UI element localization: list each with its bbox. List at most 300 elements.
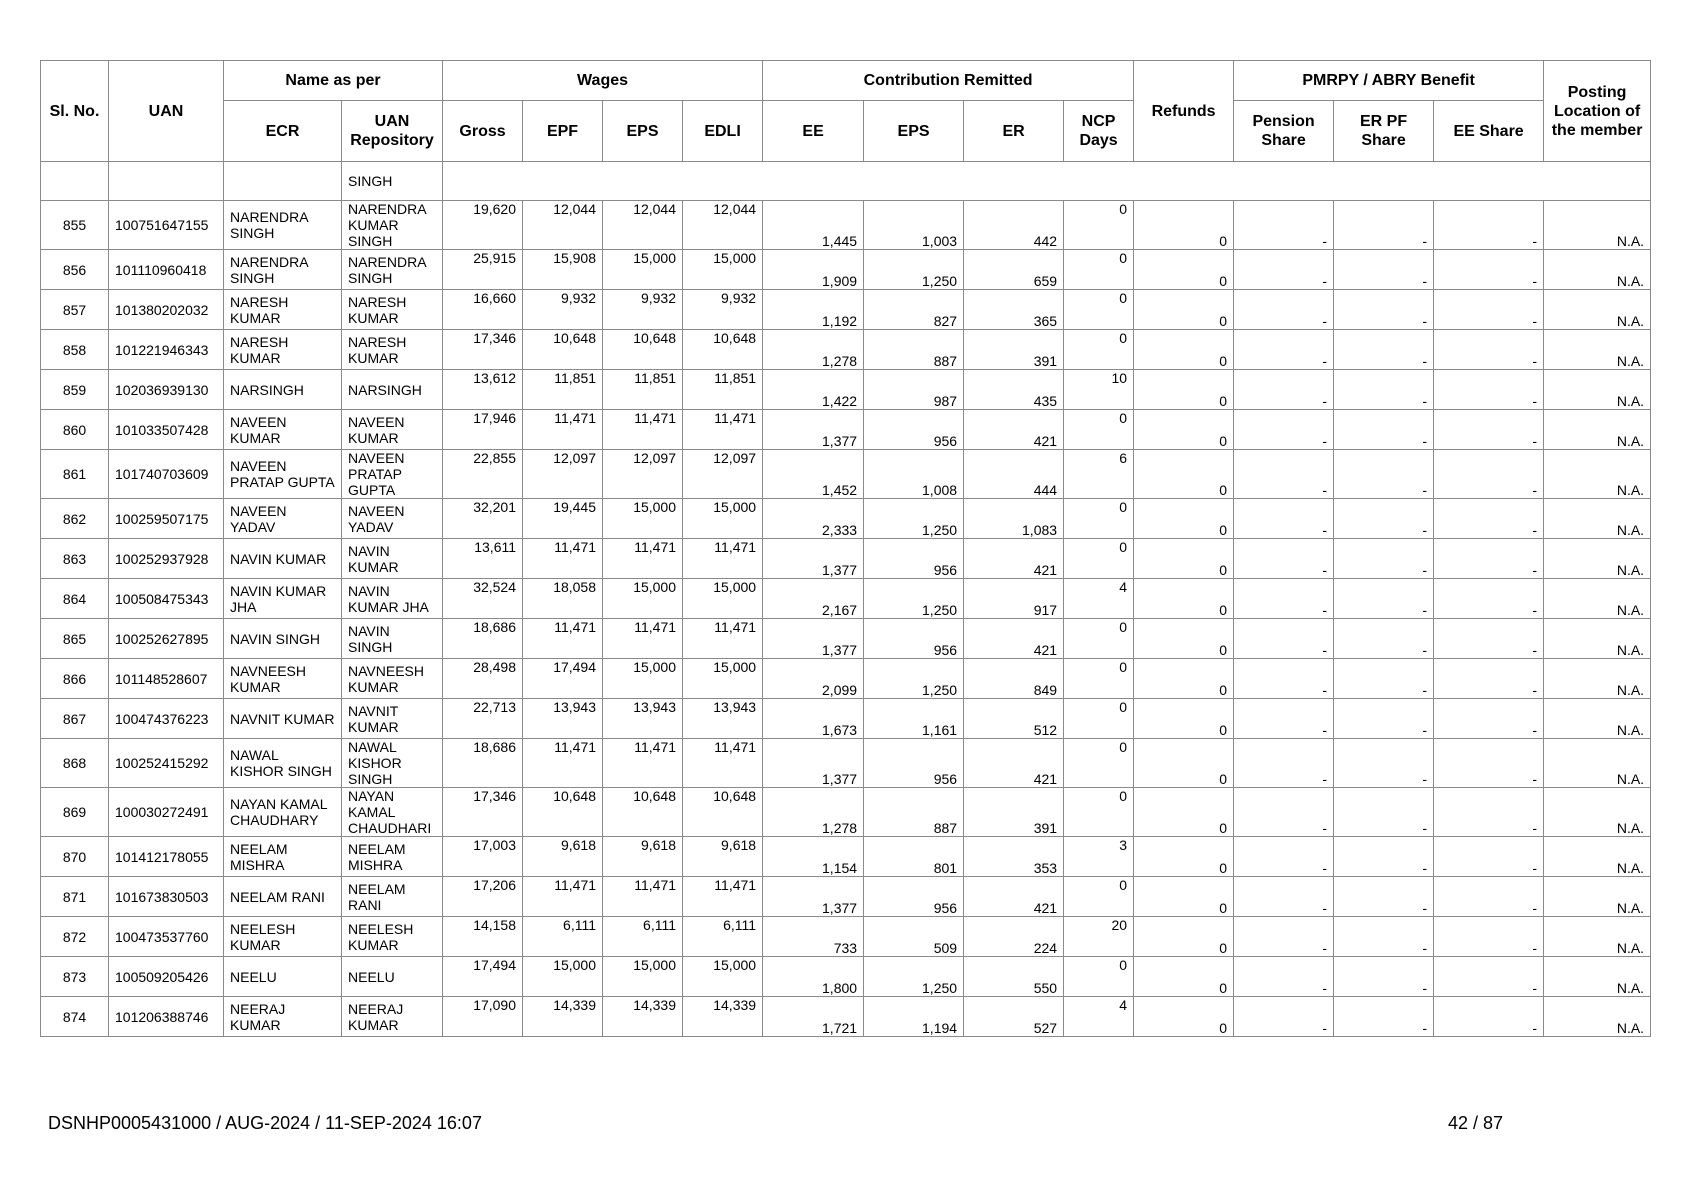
ee-cell: 1,422: [763, 370, 864, 410]
epf-cell: 18,058: [523, 579, 603, 619]
ee-share-cell: -: [1434, 250, 1544, 290]
pension-share-cell: -: [1234, 957, 1334, 997]
uan-repository-name-cell: NARENDRA SINGH: [342, 250, 443, 290]
refunds-cell: 0: [1134, 957, 1234, 997]
table-header: [41, 61, 1651, 162]
ncp-days-cell: 0: [1064, 699, 1134, 739]
uan-repository-name-cell: NAVNIT KUMAR: [342, 699, 443, 739]
ecr-name-cell: NAVIN KUMAR JHA: [224, 579, 342, 619]
ncp-days-cell: 0: [1064, 788, 1134, 837]
continuation-blank: [41, 162, 109, 201]
ee-cell: 1,721: [763, 997, 864, 1037]
header-pmrpy-abry: PMRPY / ABRY Benefit: [1234, 61, 1544, 101]
sl-no-cell: 872: [41, 917, 109, 957]
er-cell: 224: [964, 917, 1064, 957]
eps-cell: 11,471: [603, 877, 683, 917]
eps-cell: 11,471: [603, 410, 683, 450]
table-row: [41, 450, 1651, 499]
uan-repository-name-cell: NEELU: [342, 957, 443, 997]
ecr-name-cell: NAVIN SINGH: [224, 619, 342, 659]
epf-cell: 10,648: [523, 330, 603, 370]
posting-location-cell: N.A.: [1544, 370, 1651, 410]
er-pf-share-cell: -: [1334, 957, 1434, 997]
refunds-cell: 0: [1134, 788, 1234, 837]
eps-cell: 11,851: [603, 370, 683, 410]
er-cell: 391: [964, 788, 1064, 837]
er-pf-share-cell: -: [1334, 877, 1434, 917]
er-pf-share-cell: -: [1334, 450, 1434, 499]
header-eps-contribution: EPS: [864, 101, 964, 162]
sl-no-cell: 857: [41, 290, 109, 330]
ee-cell: 1,154: [763, 837, 864, 877]
pension-share-cell: -: [1234, 539, 1334, 579]
pension-share-cell: -: [1234, 579, 1334, 619]
refunds-cell: 0: [1134, 877, 1234, 917]
edli-cell: 9,932: [683, 290, 763, 330]
epf-cell: 12,044: [523, 201, 603, 250]
eps-contribution-cell: 956: [864, 410, 964, 450]
eps-contribution-cell: 956: [864, 619, 964, 659]
ncp-days-cell: 6: [1064, 450, 1134, 499]
refunds-cell: 0: [1134, 370, 1234, 410]
edli-cell: 15,000: [683, 579, 763, 619]
er-pf-share-cell: -: [1334, 410, 1434, 450]
edli-cell: 10,648: [683, 788, 763, 837]
sl-no-cell: 864: [41, 579, 109, 619]
pension-share-cell: -: [1234, 788, 1334, 837]
sl-no-cell: 855: [41, 201, 109, 250]
refunds-cell: 0: [1134, 917, 1234, 957]
refunds-cell: 0: [1134, 539, 1234, 579]
table-row: [41, 499, 1651, 539]
gross-cell: 19,620: [443, 201, 523, 250]
gross-cell: 17,346: [443, 330, 523, 370]
ee-share-cell: -: [1434, 957, 1544, 997]
refunds-cell: 0: [1134, 201, 1234, 250]
edli-cell: 9,618: [683, 837, 763, 877]
header-pension-share: Pension Share: [1234, 101, 1334, 162]
uan-cell: 100252937928: [109, 539, 224, 579]
header-er-pf-share: ER PF Share: [1334, 101, 1434, 162]
uan-cell: 100751647155: [109, 201, 224, 250]
table-row: [41, 290, 1651, 330]
ee-share-cell: -: [1434, 539, 1544, 579]
er-cell: 365: [964, 290, 1064, 330]
sl-no-cell: 867: [41, 699, 109, 739]
uan-cell: 101148528607: [109, 659, 224, 699]
eps-cell: 15,000: [603, 250, 683, 290]
sl-no-cell: 856: [41, 250, 109, 290]
table-row: [41, 739, 1651, 788]
ncp-days-cell: 20: [1064, 917, 1134, 957]
eps-cell: 13,943: [603, 699, 683, 739]
eps-cell: 15,000: [603, 957, 683, 997]
er-cell: 421: [964, 619, 1064, 659]
continuation-empty: [443, 162, 1651, 201]
edli-cell: 15,000: [683, 957, 763, 997]
er-cell: 421: [964, 877, 1064, 917]
er-cell: 444: [964, 450, 1064, 499]
sl-no-cell: 859: [41, 370, 109, 410]
epf-cell: 11,471: [523, 619, 603, 659]
er-pf-share-cell: -: [1334, 997, 1434, 1037]
uan-repository-name-cell: NARESH KUMAR: [342, 330, 443, 370]
er-pf-share-cell: -: [1334, 917, 1434, 957]
ecr-name-cell: NEELU: [224, 957, 342, 997]
pension-share-cell: -: [1234, 201, 1334, 250]
er-cell: 421: [964, 410, 1064, 450]
ee-cell: 1,377: [763, 539, 864, 579]
pension-share-cell: -: [1234, 837, 1334, 877]
uan-repository-name-cell: NAVEEN YADAV: [342, 499, 443, 539]
sl-no-cell: 874: [41, 997, 109, 1037]
gross-cell: 17,090: [443, 997, 523, 1037]
gross-cell: 13,611: [443, 539, 523, 579]
ee-cell: 1,909: [763, 250, 864, 290]
ncp-days-cell: 0: [1064, 539, 1134, 579]
edli-cell: 11,471: [683, 619, 763, 659]
refunds-cell: 0: [1134, 450, 1234, 499]
sl-no-cell: 870: [41, 837, 109, 877]
er-cell: 550: [964, 957, 1064, 997]
edli-cell: 11,851: [683, 370, 763, 410]
er-pf-share-cell: -: [1334, 619, 1434, 659]
er-pf-share-cell: -: [1334, 201, 1434, 250]
eps-contribution-cell: 887: [864, 330, 964, 370]
uan-repository-name-cell: NEELAM RANI: [342, 877, 443, 917]
ee-share-cell: -: [1434, 739, 1544, 788]
sl-no-cell: 858: [41, 330, 109, 370]
er-cell: 391: [964, 330, 1064, 370]
continuation-blank: [224, 162, 342, 201]
posting-location-cell: N.A.: [1544, 410, 1651, 450]
posting-location-cell: N.A.: [1544, 250, 1651, 290]
eps-cell: 12,097: [603, 450, 683, 499]
ecr-name-cell: NEELESH KUMAR: [224, 917, 342, 957]
edli-cell: 11,471: [683, 410, 763, 450]
table-row: [41, 250, 1651, 290]
ee-share-cell: -: [1434, 917, 1544, 957]
posting-location-cell: N.A.: [1544, 659, 1651, 699]
ee-share-cell: -: [1434, 659, 1544, 699]
ee-cell: 2,099: [763, 659, 864, 699]
table-row: [41, 410, 1651, 450]
posting-location-cell: N.A.: [1544, 877, 1651, 917]
uan-repository-name-cell: NAVNEESH KUMAR: [342, 659, 443, 699]
ee-share-cell: -: [1434, 410, 1544, 450]
table-row: [41, 579, 1651, 619]
er-cell: 353: [964, 837, 1064, 877]
ee-cell: 733: [763, 917, 864, 957]
ncp-days-cell: 3: [1064, 837, 1134, 877]
ncp-days-cell: 0: [1064, 739, 1134, 788]
ee-share-cell: -: [1434, 997, 1544, 1037]
uan-repository-name-cell: NARENDRA KUMAR SINGH: [342, 201, 443, 250]
refunds-cell: 0: [1134, 290, 1234, 330]
table-row: [41, 788, 1651, 837]
epf-cell: 19,445: [523, 499, 603, 539]
uan-cell: 101673830503: [109, 877, 224, 917]
eps-contribution-cell: 956: [864, 877, 964, 917]
er-pf-share-cell: -: [1334, 370, 1434, 410]
refunds-cell: 0: [1134, 997, 1234, 1037]
uan-repository-name-cell: NAYAN KAMAL CHAUDHARI: [342, 788, 443, 837]
er-pf-share-cell: -: [1334, 250, 1434, 290]
ecr-name-cell: NAVNIT KUMAR: [224, 699, 342, 739]
header-contribution-remitted: Contribution Remitted: [763, 61, 1134, 101]
gross-cell: 32,201: [443, 499, 523, 539]
pension-share-cell: -: [1234, 370, 1334, 410]
eps-contribution-cell: 1,250: [864, 957, 964, 997]
er-pf-share-cell: -: [1334, 788, 1434, 837]
gross-cell: 16,660: [443, 290, 523, 330]
eps-contribution-cell: 956: [864, 539, 964, 579]
pension-share-cell: -: [1234, 997, 1334, 1037]
gross-cell: 18,686: [443, 739, 523, 788]
epf-cell: 11,471: [523, 877, 603, 917]
ecr-name-cell: NAYAN KAMAL CHAUDHARY: [224, 788, 342, 837]
ncp-days-cell: 0: [1064, 957, 1134, 997]
header-ncp-days: NCP Days: [1064, 101, 1134, 162]
eps-contribution-cell: 1,250: [864, 499, 964, 539]
eps-cell: 12,044: [603, 201, 683, 250]
header-ee-share: EE Share: [1434, 101, 1544, 162]
uan-repository-name-cell: NAVIN SINGH: [342, 619, 443, 659]
ee-share-cell: -: [1434, 499, 1544, 539]
table-row: [41, 619, 1651, 659]
ee-share-cell: -: [1434, 619, 1544, 659]
er-pf-share-cell: -: [1334, 659, 1434, 699]
table-row: [41, 370, 1651, 410]
ee-cell: 1,278: [763, 330, 864, 370]
table-body: [41, 162, 1651, 1037]
ncp-days-cell: 0: [1064, 201, 1134, 250]
ecr-name-cell: NAWAL KISHOR SINGH: [224, 739, 342, 788]
refunds-cell: 0: [1134, 659, 1234, 699]
epf-cell: 9,932: [523, 290, 603, 330]
uan-repository-name-cell: NAVIN KUMAR: [342, 539, 443, 579]
epf-cell: 13,943: [523, 699, 603, 739]
ecr-name-cell: NEELAM RANI: [224, 877, 342, 917]
ecr-name-cell: NARENDRA SINGH: [224, 201, 342, 250]
header-sl-no: Sl. No.: [41, 61, 109, 162]
refunds-cell: 0: [1134, 499, 1234, 539]
refunds-cell: 0: [1134, 410, 1234, 450]
ecr-name-cell: NAVIN KUMAR: [224, 539, 342, 579]
edli-cell: 6,111: [683, 917, 763, 957]
epf-cell: 6,111: [523, 917, 603, 957]
uan-cell: 101221946343: [109, 330, 224, 370]
er-pf-share-cell: -: [1334, 499, 1434, 539]
header-gross: Gross: [443, 101, 523, 162]
eps-contribution-cell: 1,250: [864, 659, 964, 699]
ncp-days-cell: 0: [1064, 290, 1134, 330]
ncp-days-cell: 0: [1064, 499, 1134, 539]
sl-no-cell: 873: [41, 957, 109, 997]
uan-cell: 101412178055: [109, 837, 224, 877]
edli-cell: 12,044: [683, 201, 763, 250]
er-pf-share-cell: -: [1334, 739, 1434, 788]
sl-no-cell: 862: [41, 499, 109, 539]
header-refunds: Refunds: [1134, 61, 1234, 162]
ee-share-cell: -: [1434, 788, 1544, 837]
ee-cell: 1,278: [763, 788, 864, 837]
gross-cell: 14,158: [443, 917, 523, 957]
ee-cell: 1,192: [763, 290, 864, 330]
er-pf-share-cell: -: [1334, 837, 1434, 877]
eps-cell: 11,471: [603, 539, 683, 579]
table-row: [41, 539, 1651, 579]
eps-cell: 15,000: [603, 659, 683, 699]
gross-cell: 17,494: [443, 957, 523, 997]
posting-location-cell: N.A.: [1544, 699, 1651, 739]
sl-no-cell: 868: [41, 739, 109, 788]
refunds-cell: 0: [1134, 837, 1234, 877]
epf-cell: 11,471: [523, 739, 603, 788]
gross-cell: 22,855: [443, 450, 523, 499]
ecr-name-cell: NARESH KUMAR: [224, 290, 342, 330]
ee-share-cell: -: [1434, 837, 1544, 877]
epf-cell: 12,097: [523, 450, 603, 499]
edli-cell: 13,943: [683, 699, 763, 739]
header-eps: EPS: [603, 101, 683, 162]
sl-no-cell: 871: [41, 877, 109, 917]
header-posting-location: Posting Location of the member: [1544, 61, 1651, 162]
header-uan: UAN: [109, 61, 224, 162]
continuation-row: [41, 162, 1651, 201]
refunds-cell: 0: [1134, 330, 1234, 370]
ee-cell: 1,377: [763, 877, 864, 917]
uan-repository-name-cell: NAVIN KUMAR JHA: [342, 579, 443, 619]
eps-contribution-cell: 887: [864, 788, 964, 837]
eps-contribution-cell: 1,008: [864, 450, 964, 499]
gross-cell: 17,003: [443, 837, 523, 877]
ee-cell: 1,445: [763, 201, 864, 250]
epf-cell: 9,618: [523, 837, 603, 877]
pension-share-cell: -: [1234, 250, 1334, 290]
er-pf-share-cell: -: [1334, 699, 1434, 739]
eps-contribution-cell: 1,250: [864, 250, 964, 290]
uan-cell: 100252415292: [109, 739, 224, 788]
er-cell: 1,083: [964, 499, 1064, 539]
ee-share-cell: -: [1434, 699, 1544, 739]
eps-cell: 11,471: [603, 619, 683, 659]
sl-no-cell: 869: [41, 788, 109, 837]
eps-contribution-cell: 1,194: [864, 997, 964, 1037]
continuation-uan-name: SINGH: [342, 162, 443, 201]
ee-cell: 1,452: [763, 450, 864, 499]
eps-contribution-cell: 827: [864, 290, 964, 330]
uan-cell: 101110960418: [109, 250, 224, 290]
epf-cell: 17,494: [523, 659, 603, 699]
pension-share-cell: -: [1234, 450, 1334, 499]
pension-share-cell: -: [1234, 410, 1334, 450]
pension-share-cell: -: [1234, 499, 1334, 539]
uan-repository-name-cell: NEELAM MISHRA: [342, 837, 443, 877]
ee-cell: 1,377: [763, 410, 864, 450]
table-row: [41, 957, 1651, 997]
posting-location-cell: N.A.: [1544, 619, 1651, 659]
ncp-days-cell: 4: [1064, 997, 1134, 1037]
eps-contribution-cell: 987: [864, 370, 964, 410]
edli-cell: 15,000: [683, 499, 763, 539]
gross-cell: 17,946: [443, 410, 523, 450]
eps-cell: 6,111: [603, 917, 683, 957]
pension-share-cell: -: [1234, 699, 1334, 739]
refunds-cell: 0: [1134, 579, 1234, 619]
posting-location-cell: N.A.: [1544, 957, 1651, 997]
uan-cell: 100509205426: [109, 957, 224, 997]
ncp-days-cell: 0: [1064, 410, 1134, 450]
posting-location-cell: N.A.: [1544, 788, 1651, 837]
posting-location-cell: N.A.: [1544, 539, 1651, 579]
er-cell: 512: [964, 699, 1064, 739]
refunds-cell: 0: [1134, 250, 1234, 290]
ncp-days-cell: 0: [1064, 659, 1134, 699]
uan-cell: 102036939130: [109, 370, 224, 410]
gross-cell: 17,206: [443, 877, 523, 917]
eps-contribution-cell: 1,003: [864, 201, 964, 250]
footer-page-number: 42 / 87: [1448, 1113, 1504, 1133]
eps-cell: 10,648: [603, 788, 683, 837]
edli-cell: 15,000: [683, 659, 763, 699]
eps-contribution-cell: 509: [864, 917, 964, 957]
ecr-name-cell: NARENDRA SINGH: [224, 250, 342, 290]
ee-share-cell: -: [1434, 370, 1544, 410]
ncp-days-cell: 0: [1064, 619, 1134, 659]
edli-cell: 11,471: [683, 877, 763, 917]
eps-contribution-cell: 1,250: [864, 579, 964, 619]
header-edli: EDLI: [683, 101, 763, 162]
ee-cell: 2,167: [763, 579, 864, 619]
ecr-name-cell: NAVEEN YADAV: [224, 499, 342, 539]
uan-cell: 100508475343: [109, 579, 224, 619]
uan-cell: 100252627895: [109, 619, 224, 659]
er-cell: 527: [964, 997, 1064, 1037]
gross-cell: 18,686: [443, 619, 523, 659]
ee-share-cell: -: [1434, 450, 1544, 499]
ecr-name-cell: NAVNEESH KUMAR: [224, 659, 342, 699]
edli-cell: 15,000: [683, 250, 763, 290]
eps-contribution-cell: 956: [864, 739, 964, 788]
header-epf: EPF: [523, 101, 603, 162]
er-pf-share-cell: -: [1334, 290, 1434, 330]
ee-share-cell: -: [1434, 877, 1544, 917]
eps-cell: 14,339: [603, 997, 683, 1037]
uan-repository-name-cell: NAVEEN KUMAR: [342, 410, 443, 450]
uan-cell: 100259507175: [109, 499, 224, 539]
eps-cell: 9,618: [603, 837, 683, 877]
ecr-name-cell: NAVEEN KUMAR: [224, 410, 342, 450]
epf-cell: 11,471: [523, 539, 603, 579]
table-row: [41, 877, 1651, 917]
posting-location-cell: N.A.: [1544, 739, 1651, 788]
edli-cell: 11,471: [683, 739, 763, 788]
gross-cell: 17,346: [443, 788, 523, 837]
edli-cell: 11,471: [683, 539, 763, 579]
epf-cell: 15,908: [523, 250, 603, 290]
ee-cell: 1,377: [763, 739, 864, 788]
pension-share-cell: -: [1234, 619, 1334, 659]
er-pf-share-cell: -: [1334, 330, 1434, 370]
er-cell: 849: [964, 659, 1064, 699]
uan-repository-name-cell: NAVEEN PRATAP GUPTA: [342, 450, 443, 499]
ecr-name-cell: NARESH KUMAR: [224, 330, 342, 370]
uan-repository-name-cell: NARESH KUMAR: [342, 290, 443, 330]
header-name-as-per: Name as per: [224, 61, 443, 101]
sl-no-cell: 860: [41, 410, 109, 450]
table-row: [41, 997, 1651, 1037]
